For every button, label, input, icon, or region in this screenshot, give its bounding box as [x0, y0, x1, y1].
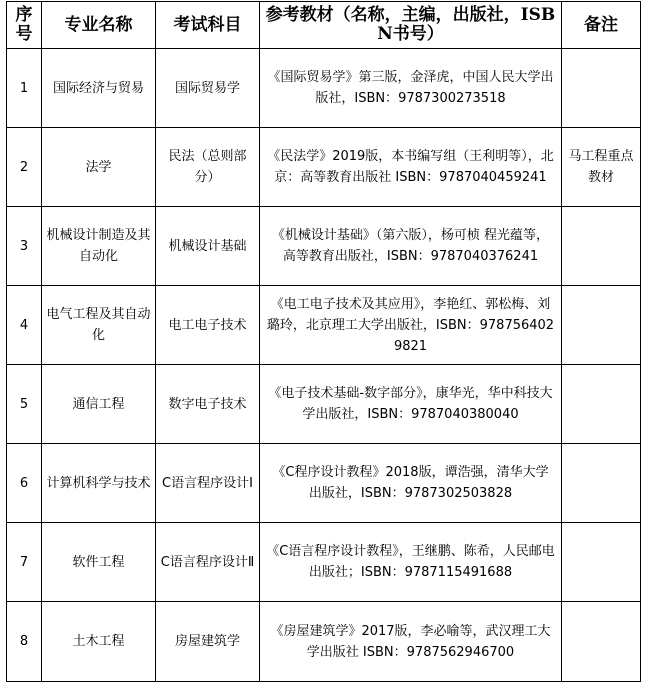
cell-idx: 3	[7, 207, 42, 286]
cell-book: 《C语言程序设计教程》，王继鹏、陈希，人民邮电出版社；ISBN：9787115491688	[260, 523, 562, 602]
header-book: 参考教材（名称，主编，出版社，ISBN书号）	[260, 2, 562, 49]
textbook-table	[6, 1, 641, 682]
table-row	[7, 207, 641, 286]
table-row	[7, 444, 641, 523]
cell-book: 《电子技术基础-数字部分》，康华光，华中科技大学出版社，ISBN：9787040380040	[260, 365, 562, 444]
header-idx: 序号	[7, 2, 42, 49]
header-major: 专业名称	[42, 2, 156, 49]
cell-note	[562, 602, 641, 682]
cell-idx: 7	[7, 523, 42, 602]
cell-note: 马工程重点教材	[562, 128, 641, 207]
cell-idx: 2	[7, 128, 42, 207]
cell-major: 法学	[42, 128, 156, 207]
cell-book: 《房屋建筑学》2017版，李必喻等，武汉理工大学出版社 ISBN：9787562946700	[260, 602, 562, 682]
cell-book: 《国际贸易学》第三版，金泽虎，中国人民大学出版社，ISBN：9787300273518	[260, 49, 562, 128]
cell-subject: 民法（总则部分）	[156, 128, 260, 207]
table-row	[7, 523, 641, 602]
cell-note	[562, 286, 641, 365]
cell-subject: 电工电子技术	[156, 286, 260, 365]
cell-subject: 房屋建筑学	[156, 602, 260, 682]
table-row	[7, 286, 641, 365]
cell-book: 《C程序设计教程》2018版，谭浩强，清华大学出版社，ISBN：9787302503828	[260, 444, 562, 523]
header-row	[7, 2, 641, 49]
cell-major: 电气工程及其自动化	[42, 286, 156, 365]
cell-idx: 5	[7, 365, 42, 444]
table-row	[7, 602, 641, 682]
cell-subject: C语言程序设计Ⅰ	[156, 444, 260, 523]
cell-major: 软件工程	[42, 523, 156, 602]
cell-note	[562, 365, 641, 444]
table-row	[7, 128, 641, 207]
cell-note	[562, 207, 641, 286]
cell-idx: 4	[7, 286, 42, 365]
cell-idx: 8	[7, 602, 42, 682]
header-note: 备注	[562, 2, 641, 49]
header-subject: 考试科目	[156, 2, 260, 49]
cell-major: 国际经济与贸易	[42, 49, 156, 128]
cell-subject: C语言程序设计Ⅱ	[156, 523, 260, 602]
cell-idx: 6	[7, 444, 42, 523]
cell-note	[562, 49, 641, 128]
cell-subject: 国际贸易学	[156, 49, 260, 128]
cell-major: 计算机科学与技术	[42, 444, 156, 523]
cell-book: 《机械设计基础》（第六版），杨可桢 程光蕴等，高等教育出版社，ISBN：9787040376241	[260, 207, 562, 286]
table-row	[7, 49, 641, 128]
cell-major: 机械设计制造及其自动化	[42, 207, 156, 286]
cell-note	[562, 444, 641, 523]
cell-subject: 机械设计基础	[156, 207, 260, 286]
cell-note	[562, 523, 641, 602]
cell-idx: 1	[7, 49, 42, 128]
cell-major: 通信工程	[42, 365, 156, 444]
cell-subject: 数字电子技术	[156, 365, 260, 444]
table-row	[7, 365, 641, 444]
cell-major: 土木工程	[42, 602, 156, 682]
cell-book: 《电工电子技术及其应用》，李艳红、郭松梅、刘璐玲，北京理工大学出版社，ISBN：9787564029821	[260, 286, 562, 365]
cell-book: 《民法学》2019版，本书编写组（王利明等），北京：高等教育出版社 ISBN：9787040459241	[260, 128, 562, 207]
